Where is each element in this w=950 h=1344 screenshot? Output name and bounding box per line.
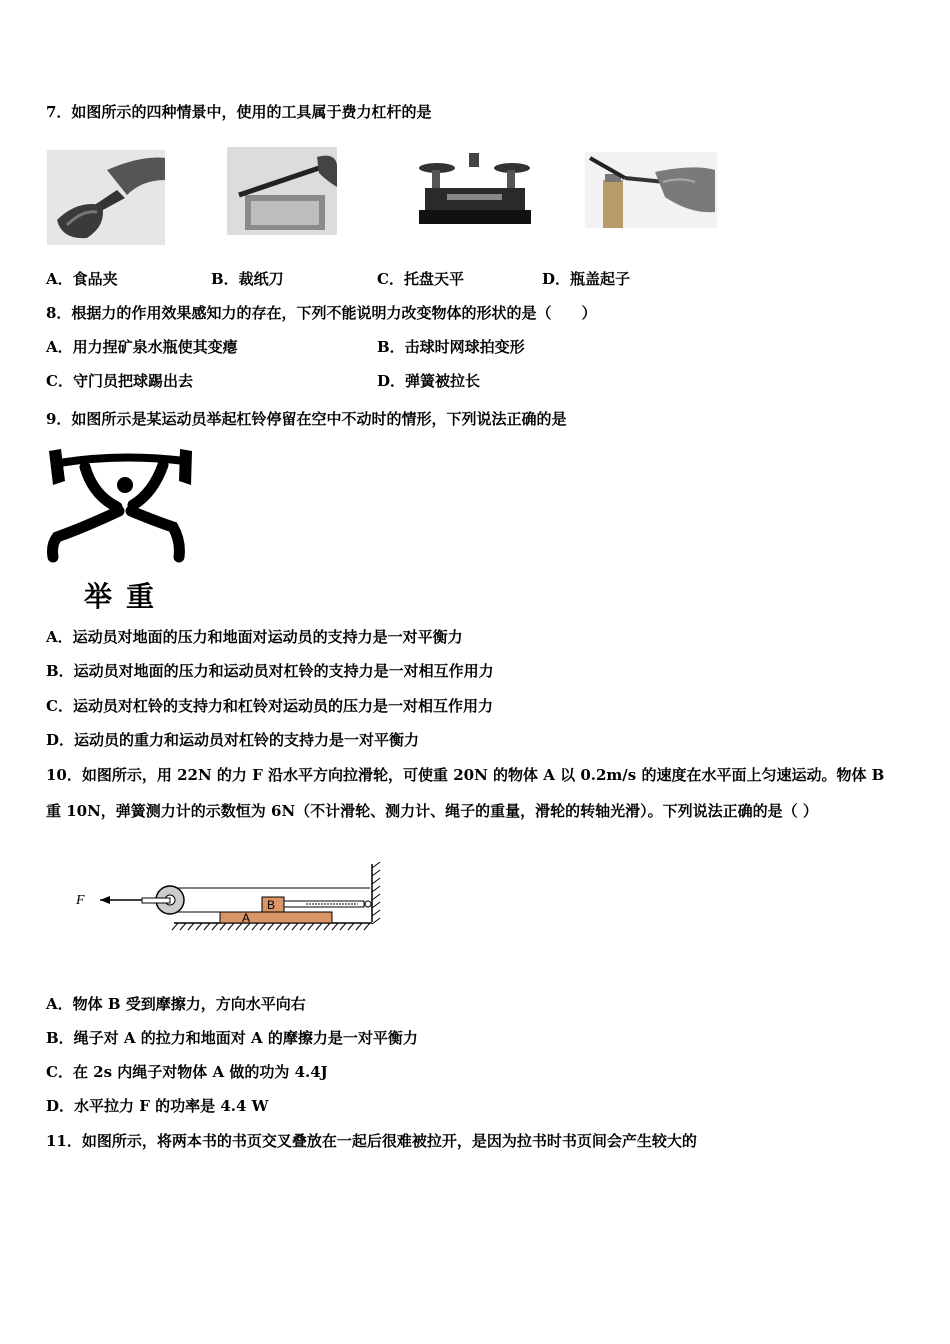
q10-stem-line1: 10．如图所示，用 22N 的力 F 沿水平方向拉滑轮，可使重 20N 的物体 A 以 0.2m/s 的速度在水平面上匀速运动。物体 B [46,766,885,784]
q8-option-d[interactable]: D．弹簧被拉长 [377,372,481,390]
food-tongs-picture [47,150,165,245]
q7-option-b[interactable]: B．裁纸刀 [211,270,284,288]
q9-option-a[interactable]: A．运动员对地面的压力和地面对运动员的支持力是一对平衡力 [46,628,463,646]
q7-option-c[interactable]: C．托盘天平 [377,270,464,288]
bottle-opener-picture [585,152,717,228]
q9-option-c[interactable]: C．运动员对杠铃的支持力和杠铃对运动员的压力是一对相互作用力 [46,697,493,715]
q10-option-d[interactable]: D．水平拉力 F 的功率是 4.4 W [46,1097,269,1115]
block-a-label: A [242,911,251,925]
q9-option-b[interactable]: B．运动员对地面的压力和运动员对杠铃的支持力是一对相互作用力 [46,662,494,680]
q8-stem: 8．根据力的作用效果感知力的存在，下列不能说明力改变物体的形状的是（ ） [46,304,597,322]
q10-option-a[interactable]: A．物体 B 受到摩擦力，方向水平向右 [46,995,306,1013]
q8-option-a[interactable]: A．用力捏矿泉水瓶使其变瘪 [46,338,238,356]
q9-option-d[interactable]: D．运动员的重力和运动员对杠铃的支持力是一对平衡力 [46,731,420,749]
q8-option-c[interactable]: C．守门员把球踢出去 [46,372,193,390]
q10-option-b[interactable]: B．绳子对 A 的拉力和地面对 A 的摩擦力是一对平衡力 [46,1029,418,1047]
balance-scale-picture [417,150,532,228]
q11-stem: 11．如图所示，将两本书的书页交叉叠放在一起后很难被拉开，是因为拉书时书页间会产生较大的 [46,1132,697,1150]
q10-stem-line2: 重 10N，弹簧测力计的示数恒为 6N（不计滑轮、测力计、绳子的重量，滑轮的转轴光滑）。下列说法正确的是（ ） [46,802,818,820]
q7-option-d[interactable]: D．瓶盖起子 [542,270,631,288]
q7-option-a[interactable]: A．食品夹 [46,270,118,288]
paper-cutter-picture [227,147,337,235]
force-label: F [76,893,85,908]
pulley-diagram [70,862,390,934]
q10-option-c[interactable]: C．在 2s 内绳子对物体 A 做的功为 4.4J [46,1063,328,1081]
weightlifter-pictogram [45,445,200,565]
block-b-label: B [267,898,276,912]
weightlifting-label: 举重 [84,580,169,613]
q7-stem: 7．如图所示的四种情景中，使用的工具属于费力杠杆的是 [46,103,432,121]
q8-option-b[interactable]: B．击球时网球拍变形 [377,338,525,356]
q9-stem: 9．如图所示是某运动员举起杠铃停留在空中不动时的情形，下列说法正确的是 [46,410,567,428]
